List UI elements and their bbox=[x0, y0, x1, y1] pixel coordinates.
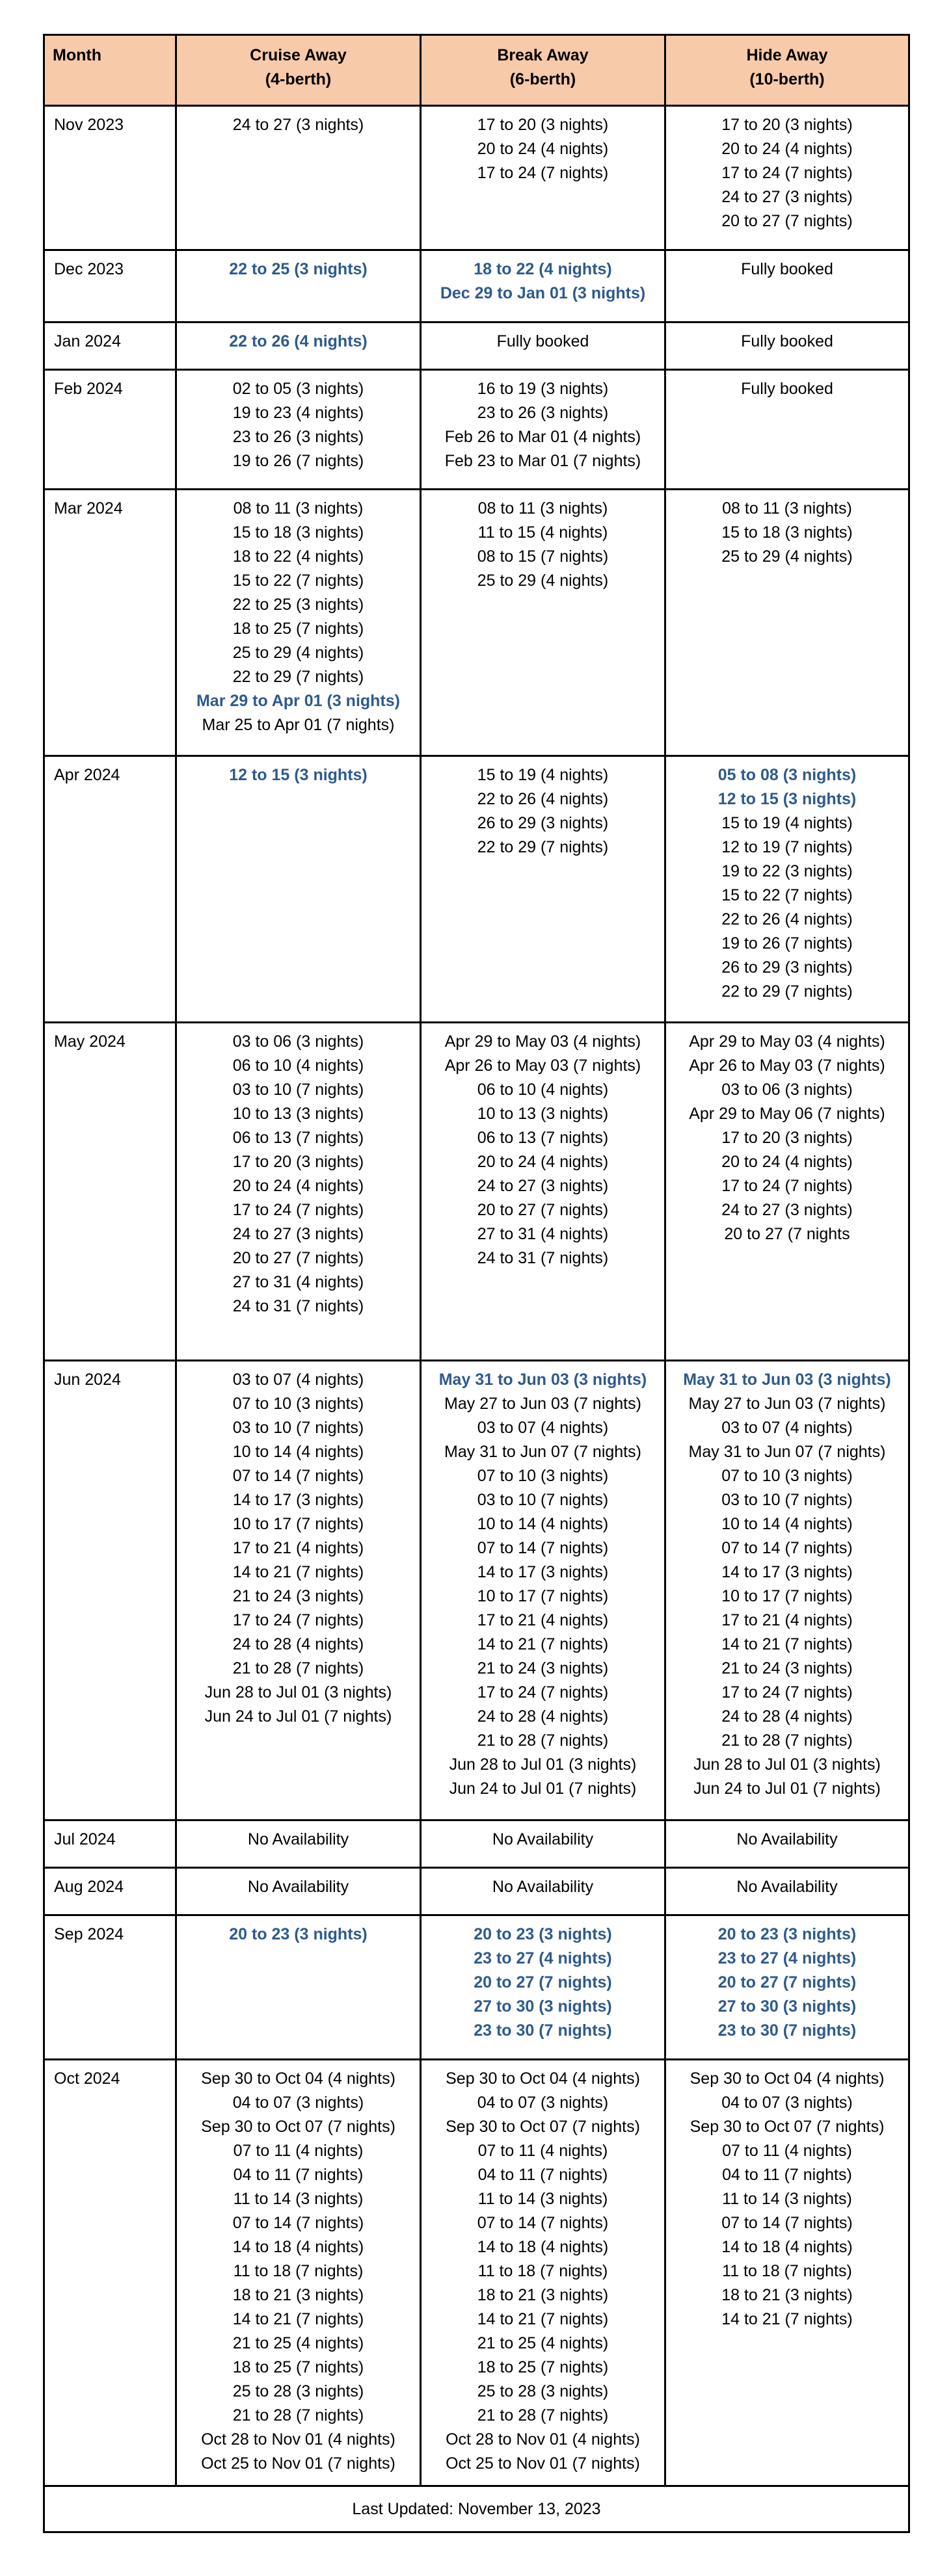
date-range: 15 to 22 (7 nights) bbox=[721, 886, 853, 904]
date-range: 10 to 13 (3 nights) bbox=[477, 1105, 609, 1123]
header-hide-berth: (10-berth) bbox=[749, 70, 825, 88]
date-range: 22 to 26 (4 nights) bbox=[721, 910, 853, 928]
date-range: May 27 to Jun 03 (7 nights) bbox=[688, 1395, 886, 1413]
date-range: 07 to 11 (4 nights) bbox=[233, 2142, 364, 2160]
date-range: 20 to 27 (7 nights bbox=[724, 1225, 850, 1243]
highlighted-date-range: 22 to 25 (3 nights) bbox=[229, 260, 368, 278]
date-range: 22 to 29 (7 nights) bbox=[721, 982, 853, 1001]
date-range: 20 to 27 (7 nights) bbox=[232, 1249, 364, 1267]
table-row bbox=[44, 2060, 909, 2486]
date-range: 11 to 15 (4 nights) bbox=[477, 523, 608, 542]
date-range: 22 to 29 (7 nights) bbox=[232, 668, 364, 686]
highlighted-date-range: 22 to 26 (4 nights) bbox=[229, 332, 368, 350]
date-range: 27 to 31 (4 nights) bbox=[232, 1273, 364, 1291]
date-range: 21 to 25 (4 nights) bbox=[477, 2334, 609, 2352]
date-range: No Availability bbox=[736, 1878, 838, 1896]
date-range: 20 to 27 (7 nights) bbox=[477, 1201, 609, 1219]
date-range: 21 to 28 (7 nights) bbox=[232, 2406, 364, 2425]
hide-away-cell bbox=[665, 322, 909, 370]
date-range: Sep 30 to Oct 04 (4 nights) bbox=[201, 2070, 395, 2088]
date-range: 04 to 07 (3 nights) bbox=[232, 2094, 364, 2112]
cruise-away-cell bbox=[176, 1023, 421, 1361]
date-range: 07 to 14 (7 nights) bbox=[477, 1539, 609, 1557]
date-range: 21 to 28 (7 nights) bbox=[477, 2406, 609, 2425]
break-away-cell bbox=[421, 370, 665, 490]
month-cell: Jul 2024 bbox=[44, 1820, 176, 1868]
date-range: 07 to 10 (3 nights) bbox=[232, 1395, 364, 1413]
availability-body bbox=[44, 106, 909, 2486]
date-range: 18 to 21 (3 nights) bbox=[232, 2286, 364, 2304]
table-row bbox=[44, 490, 909, 756]
date-range: 14 to 17 (3 nights) bbox=[721, 1563, 853, 1581]
date-range: 14 to 21 (7 nights) bbox=[232, 1563, 364, 1581]
date-range: 14 to 21 (7 nights) bbox=[721, 2310, 853, 2328]
date-range: No Availability bbox=[736, 1830, 838, 1848]
date-range: 02 to 05 (3 nights) bbox=[232, 380, 364, 398]
date-range: 15 to 19 (4 nights) bbox=[721, 814, 853, 832]
date-range: 07 to 11 (4 nights) bbox=[722, 2142, 852, 2160]
date-range: 15 to 18 (3 nights) bbox=[232, 523, 364, 542]
date-range: Jun 28 to Jul 01 (3 nights) bbox=[449, 1755, 637, 1774]
date-range: 20 to 24 (4 nights) bbox=[721, 140, 853, 158]
break-away-cell bbox=[421, 1820, 665, 1868]
month-cell: Jan 2024 bbox=[44, 322, 176, 370]
cruise-away-cell bbox=[176, 1361, 421, 1820]
date-range: 03 to 10 (7 nights) bbox=[232, 1081, 364, 1099]
date-range: 17 to 20 (3 nights) bbox=[721, 1129, 853, 1147]
break-away-cell bbox=[421, 756, 665, 1023]
date-range: 14 to 18 (4 nights) bbox=[232, 2238, 364, 2256]
break-away-cell bbox=[421, 1915, 665, 2060]
date-range: 07 to 10 (3 nights) bbox=[721, 1467, 853, 1485]
month-cell: Apr 2024 bbox=[44, 756, 176, 1023]
last-updated: Last Updated: November 13, 2023 bbox=[44, 2486, 909, 2532]
date-range: 08 to 11 (3 nights) bbox=[233, 499, 364, 518]
date-range: Apr 29 to May 03 (4 nights) bbox=[689, 1032, 885, 1051]
date-range: May 31 to Jun 07 (7 nights) bbox=[688, 1443, 886, 1461]
date-range: May 31 to Jun 07 (7 nights) bbox=[444, 1443, 641, 1461]
highlighted-date-range: Dec 29 to Jan 01 (3 nights) bbox=[440, 284, 646, 302]
month-cell: Nov 2023 bbox=[44, 106, 176, 250]
date-range: Oct 28 to Nov 01 (4 nights) bbox=[446, 2430, 640, 2449]
date-range: 17 to 24 (7 nights) bbox=[721, 1683, 853, 1702]
date-range: 08 to 11 (3 nights) bbox=[477, 499, 608, 518]
header-cruise-away bbox=[176, 35, 421, 106]
date-range: 17 to 24 (7 nights) bbox=[232, 1611, 364, 1629]
date-range: Oct 28 to Nov 01 (4 nights) bbox=[201, 2430, 395, 2449]
date-range: 07 to 10 (3 nights) bbox=[477, 1467, 609, 1485]
highlighted-date-range: May 31 to Jun 03 (3 nights) bbox=[438, 1371, 647, 1389]
date-range: May 27 to Jun 03 (7 nights) bbox=[444, 1395, 641, 1413]
date-range: 03 to 10 (7 nights) bbox=[721, 1491, 853, 1509]
date-range: 20 to 24 (4 nights) bbox=[232, 1177, 364, 1195]
highlighted-date-range: 27 to 30 (3 nights) bbox=[474, 1997, 612, 2016]
date-range: 24 to 27 (3 nights) bbox=[232, 1225, 364, 1243]
hide-away-cell bbox=[665, 2060, 909, 2486]
availability-table bbox=[43, 34, 910, 2533]
date-range: 17 to 24 (7 nights) bbox=[232, 1201, 364, 1219]
date-range: 26 to 29 (3 nights) bbox=[477, 814, 609, 832]
date-range: 10 to 17 (7 nights) bbox=[721, 1587, 853, 1605]
month-cell: Dec 2023 bbox=[44, 250, 176, 322]
date-range: 17 to 20 (3 nights) bbox=[232, 1153, 364, 1171]
date-range: 11 to 14 (3 nights) bbox=[233, 2190, 364, 2208]
date-range: Sep 30 to Oct 04 (4 nights) bbox=[690, 2070, 885, 2088]
date-range: 20 to 24 (4 nights) bbox=[721, 1153, 853, 1171]
table-row bbox=[44, 370, 909, 490]
date-range: Apr 26 to May 03 (7 nights) bbox=[444, 1057, 641, 1075]
hide-away-cell bbox=[665, 490, 909, 756]
date-range: 14 to 18 (4 nights) bbox=[477, 2238, 609, 2256]
hide-away-cell bbox=[665, 1915, 909, 2060]
date-range: 03 to 10 (7 nights) bbox=[477, 1491, 609, 1509]
header-hide-away bbox=[665, 35, 909, 106]
month-cell: Sep 2024 bbox=[44, 1915, 176, 2060]
date-range: 18 to 21 (3 nights) bbox=[477, 2286, 609, 2304]
header-cruise-name: Cruise Away bbox=[250, 46, 347, 64]
date-range: Feb 26 to Mar 01 (4 nights) bbox=[444, 428, 641, 446]
hide-away-cell bbox=[665, 1820, 909, 1868]
date-range: 21 to 24 (3 nights) bbox=[232, 1587, 364, 1605]
header-break-name: Break Away bbox=[497, 46, 589, 64]
hide-away-cell bbox=[665, 370, 909, 490]
date-range: 12 to 19 (7 nights) bbox=[721, 838, 853, 856]
date-range: 21 to 24 (3 nights) bbox=[477, 1659, 609, 1677]
date-range: 24 to 28 (4 nights) bbox=[477, 1707, 609, 1726]
highlighted-date-range: 27 to 30 (3 nights) bbox=[717, 1997, 857, 2016]
date-range: 17 to 24 (7 nights) bbox=[721, 1177, 853, 1195]
header-hide-name: Hide Away bbox=[746, 46, 828, 64]
date-range: 14 to 21 (7 nights) bbox=[232, 2310, 364, 2328]
date-range: 14 to 17 (3 nights) bbox=[477, 1563, 609, 1581]
date-range: 24 to 27 (3 nights) bbox=[721, 188, 853, 206]
date-range: 21 to 28 (7 nights) bbox=[477, 1731, 609, 1750]
date-range: No Availability bbox=[492, 1878, 594, 1896]
date-range: 03 to 07 (4 nights) bbox=[232, 1371, 364, 1389]
cruise-away-cell bbox=[176, 490, 421, 756]
date-range: 10 to 17 (7 nights) bbox=[477, 1587, 609, 1605]
header-break-away bbox=[421, 35, 665, 106]
date-range: 06 to 10 (4 nights) bbox=[232, 1057, 364, 1075]
date-range: 03 to 06 (3 nights) bbox=[721, 1081, 853, 1099]
cruise-away-cell bbox=[176, 1915, 421, 2060]
header-cruise-berth: (4-berth) bbox=[265, 70, 332, 88]
table-row bbox=[44, 250, 909, 322]
date-range: 14 to 21 (7 nights) bbox=[721, 1635, 853, 1653]
date-range: 17 to 20 (3 nights) bbox=[721, 116, 853, 134]
date-range: Mar 25 to Apr 01 (7 nights) bbox=[202, 716, 395, 734]
cruise-away-cell bbox=[176, 2060, 421, 2486]
table-row bbox=[44, 1023, 909, 1361]
date-range: 17 to 24 (7 nights) bbox=[477, 164, 609, 182]
date-range: 18 to 25 (7 nights) bbox=[232, 2358, 364, 2376]
date-range: 15 to 22 (7 nights) bbox=[232, 572, 364, 590]
date-range: 20 to 27 (7 nights) bbox=[721, 212, 853, 230]
date-range: 23 to 26 (3 nights) bbox=[477, 404, 609, 422]
date-range: 25 to 29 (4 nights) bbox=[721, 547, 853, 566]
header-break-berth: (6-berth) bbox=[509, 70, 576, 88]
month-cell: Feb 2024 bbox=[44, 370, 176, 490]
cruise-away-cell bbox=[176, 250, 421, 322]
date-range: Apr 29 to May 06 (7 nights) bbox=[689, 1105, 885, 1123]
date-range: 11 to 18 (7 nights) bbox=[477, 2262, 608, 2280]
date-range: 03 to 10 (7 nights) bbox=[232, 1419, 364, 1437]
table-row bbox=[44, 756, 909, 1023]
date-range: 07 to 14 (7 nights) bbox=[721, 2214, 853, 2232]
date-range: 23 to 26 (3 nights) bbox=[232, 428, 364, 446]
date-range: 19 to 26 (7 nights) bbox=[232, 452, 364, 470]
date-range: No Availability bbox=[492, 1830, 594, 1848]
date-range: 17 to 24 (7 nights) bbox=[721, 164, 853, 182]
date-range: 21 to 28 (7 nights) bbox=[721, 1731, 853, 1750]
date-range: 24 to 28 (4 nights) bbox=[721, 1707, 853, 1726]
date-range: 21 to 24 (3 nights) bbox=[721, 1659, 853, 1677]
date-range: Fully booked bbox=[741, 332, 833, 350]
hide-away-cell bbox=[665, 1023, 909, 1361]
header-month-label: Month bbox=[53, 46, 101, 64]
date-range: 24 to 28 (4 nights) bbox=[232, 1635, 364, 1653]
date-range: 22 to 25 (3 nights) bbox=[232, 596, 364, 614]
month-cell: Jun 2024 bbox=[44, 1361, 176, 1820]
table-row bbox=[44, 106, 909, 250]
date-range: 10 to 14 (4 nights) bbox=[232, 1443, 364, 1461]
date-range: 27 to 31 (4 nights) bbox=[477, 1225, 609, 1243]
header-month bbox=[44, 35, 176, 106]
date-range: 21 to 28 (7 nights) bbox=[232, 1659, 364, 1677]
hide-away-cell bbox=[665, 250, 909, 322]
highlighted-date-range: 23 to 27 (4 nights) bbox=[717, 1949, 857, 1967]
date-range: 25 to 29 (4 nights) bbox=[477, 572, 609, 590]
date-range: 04 to 11 (7 nights) bbox=[233, 2166, 364, 2184]
date-range: 17 to 21 (4 nights) bbox=[721, 1611, 853, 1629]
date-range: Fully booked bbox=[496, 332, 589, 350]
date-range: 14 to 18 (4 nights) bbox=[721, 2238, 853, 2256]
date-range: 03 to 06 (3 nights) bbox=[232, 1032, 364, 1051]
date-range: 10 to 13 (3 nights) bbox=[232, 1105, 364, 1123]
date-range: 04 to 07 (3 nights) bbox=[477, 2094, 609, 2112]
date-range: 15 to 18 (3 nights) bbox=[721, 523, 853, 542]
date-range: 08 to 15 (7 nights) bbox=[477, 547, 609, 566]
date-range: Fully booked bbox=[741, 380, 833, 398]
date-range: 17 to 24 (7 nights) bbox=[477, 1683, 609, 1702]
date-range: 03 to 07 (4 nights) bbox=[477, 1419, 609, 1437]
footer-row bbox=[44, 2486, 909, 2532]
date-range: 19 to 26 (7 nights) bbox=[721, 934, 853, 953]
date-range: Jun 24 to Jul 01 (7 nights) bbox=[204, 1707, 392, 1726]
cruise-away-cell bbox=[176, 322, 421, 370]
cruise-away-cell bbox=[176, 1820, 421, 1868]
date-range: 11 to 18 (7 nights) bbox=[233, 2262, 364, 2280]
date-range: No Availability bbox=[247, 1830, 349, 1848]
date-range: 04 to 11 (7 nights) bbox=[722, 2166, 852, 2184]
table-row bbox=[44, 1820, 909, 1868]
date-range: 24 to 31 (7 nights) bbox=[477, 1249, 609, 1267]
date-range: No Availability bbox=[247, 1878, 349, 1896]
highlighted-date-range: 20 to 27 (7 nights) bbox=[717, 1973, 857, 1991]
header-row bbox=[44, 35, 909, 106]
date-range: 10 to 14 (4 nights) bbox=[477, 1515, 609, 1533]
month-cell: Oct 2024 bbox=[44, 2060, 176, 2486]
date-range: 19 to 23 (4 nights) bbox=[232, 404, 364, 422]
date-range: 14 to 21 (7 nights) bbox=[477, 2310, 609, 2328]
break-away-cell bbox=[421, 322, 665, 370]
date-range: 04 to 07 (3 nights) bbox=[721, 2094, 853, 2112]
break-away-cell bbox=[421, 490, 665, 756]
cruise-away-cell bbox=[176, 370, 421, 490]
date-range: Jun 28 to Jul 01 (3 nights) bbox=[204, 1683, 392, 1702]
date-range: 06 to 13 (7 nights) bbox=[477, 1129, 609, 1147]
highlighted-date-range: 20 to 23 (3 nights) bbox=[229, 1925, 368, 1943]
hide-away-cell bbox=[665, 756, 909, 1023]
date-range: 17 to 20 (3 nights) bbox=[477, 116, 609, 134]
highlighted-date-range: 20 to 27 (7 nights) bbox=[474, 1973, 612, 1991]
date-range: 17 to 21 (4 nights) bbox=[477, 1611, 609, 1629]
date-range: 10 to 14 (4 nights) bbox=[721, 1515, 853, 1533]
hide-away-cell bbox=[665, 1361, 909, 1820]
date-range: 24 to 27 (3 nights) bbox=[477, 1177, 609, 1195]
highlighted-date-range: 05 to 08 (3 nights) bbox=[717, 766, 857, 784]
date-range: 08 to 11 (3 nights) bbox=[722, 499, 852, 518]
date-range: Fully booked bbox=[741, 260, 833, 278]
date-range: 07 to 14 (7 nights) bbox=[477, 2214, 609, 2232]
date-range: 07 to 14 (7 nights) bbox=[721, 1539, 853, 1557]
date-range: 11 to 14 (3 nights) bbox=[722, 2190, 852, 2208]
date-range: 26 to 29 (3 nights) bbox=[721, 958, 853, 977]
month-cell: Aug 2024 bbox=[44, 1868, 176, 1915]
break-away-cell bbox=[421, 2060, 665, 2486]
date-range: 16 to 19 (3 nights) bbox=[477, 380, 609, 398]
hide-away-cell bbox=[665, 106, 909, 250]
date-range: 20 to 24 (4 nights) bbox=[477, 140, 609, 158]
date-range: 14 to 21 (7 nights) bbox=[477, 1635, 609, 1653]
cruise-away-cell bbox=[176, 756, 421, 1023]
date-range: 18 to 25 (7 nights) bbox=[477, 2358, 609, 2376]
date-range: Jun 24 to Jul 01 (7 nights) bbox=[693, 1780, 881, 1798]
break-away-cell bbox=[421, 250, 665, 322]
date-range: Sep 30 to Oct 04 (4 nights) bbox=[446, 2070, 640, 2088]
date-range: 11 to 18 (7 nights) bbox=[722, 2262, 852, 2280]
highlighted-date-range: 20 to 23 (3 nights) bbox=[717, 1925, 857, 1943]
date-range: 14 to 17 (3 nights) bbox=[232, 1491, 364, 1509]
date-range: Oct 25 to Nov 01 (7 nights) bbox=[201, 2454, 395, 2473]
highlighted-date-range: 12 to 15 (3 nights) bbox=[717, 790, 857, 808]
date-range: 10 to 17 (7 nights) bbox=[232, 1515, 364, 1533]
date-range: 19 to 22 (3 nights) bbox=[721, 862, 853, 880]
date-range: 24 to 27 (3 nights) bbox=[232, 116, 364, 134]
date-range: 07 to 11 (4 nights) bbox=[477, 2142, 608, 2160]
table-row bbox=[44, 322, 909, 370]
date-range: 04 to 11 (7 nights) bbox=[477, 2166, 608, 2184]
date-range: 18 to 22 (4 nights) bbox=[232, 547, 364, 566]
highlighted-date-range: Mar 29 to Apr 01 (3 nights) bbox=[196, 692, 400, 710]
highlighted-date-range: 18 to 22 (4 nights) bbox=[474, 260, 612, 278]
date-range: 25 to 29 (4 nights) bbox=[232, 644, 364, 662]
highlighted-date-range: 23 to 30 (7 nights) bbox=[474, 2021, 612, 2040]
date-range: 18 to 25 (7 nights) bbox=[232, 620, 364, 638]
date-range: 06 to 10 (4 nights) bbox=[477, 1081, 609, 1099]
cruise-away-cell bbox=[176, 106, 421, 250]
date-range: 17 to 21 (4 nights) bbox=[232, 1539, 364, 1557]
date-range: 15 to 19 (4 nights) bbox=[477, 766, 609, 784]
break-away-cell bbox=[421, 1023, 665, 1361]
date-range: 25 to 28 (3 nights) bbox=[477, 2382, 609, 2400]
date-range: 18 to 21 (3 nights) bbox=[721, 2286, 853, 2304]
date-range: 07 to 14 (7 nights) bbox=[232, 2214, 364, 2232]
date-range: Sep 30 to Oct 07 (7 nights) bbox=[201, 2118, 395, 2136]
date-range: 20 to 24 (4 nights) bbox=[477, 1153, 609, 1171]
date-range: Oct 25 to Nov 01 (7 nights) bbox=[446, 2454, 640, 2473]
date-range: Sep 30 to Oct 07 (7 nights) bbox=[690, 2118, 885, 2136]
date-range: Apr 26 to May 03 (7 nights) bbox=[689, 1057, 885, 1075]
date-range: Jun 24 to Jul 01 (7 nights) bbox=[449, 1780, 637, 1798]
break-away-cell bbox=[421, 1361, 665, 1820]
date-range: 21 to 25 (4 nights) bbox=[232, 2334, 364, 2352]
highlighted-date-range: 12 to 15 (3 nights) bbox=[229, 766, 368, 784]
break-away-cell bbox=[421, 106, 665, 250]
table-row bbox=[44, 1915, 909, 2060]
date-range: Jun 28 to Jul 01 (3 nights) bbox=[693, 1755, 881, 1774]
table-row bbox=[44, 1361, 909, 1820]
highlighted-date-range: 23 to 30 (7 nights) bbox=[717, 2021, 857, 2040]
date-range: 07 to 14 (7 nights) bbox=[232, 1467, 364, 1485]
break-away-cell bbox=[421, 1868, 665, 1915]
date-range: 24 to 27 (3 nights) bbox=[721, 1201, 853, 1219]
month-cell: May 2024 bbox=[44, 1023, 176, 1361]
date-range: Apr 29 to May 03 (4 nights) bbox=[444, 1032, 641, 1051]
cruise-away-cell bbox=[176, 1868, 421, 1915]
date-range: Feb 23 to Mar 01 (7 nights) bbox=[444, 452, 641, 470]
month-cell: Mar 2024 bbox=[44, 490, 176, 756]
date-range: 11 to 14 (3 nights) bbox=[477, 2190, 608, 2208]
date-range: 24 to 31 (7 nights) bbox=[232, 1297, 364, 1315]
date-range: Sep 30 to Oct 07 (7 nights) bbox=[446, 2118, 640, 2136]
date-range: 22 to 29 (7 nights) bbox=[477, 838, 609, 856]
highlighted-date-range: 20 to 23 (3 nights) bbox=[474, 1925, 612, 1943]
date-range: 22 to 26 (4 nights) bbox=[477, 790, 609, 808]
highlighted-date-range: May 31 to Jun 03 (3 nights) bbox=[683, 1371, 891, 1389]
highlighted-date-range: 23 to 27 (4 nights) bbox=[474, 1949, 612, 1967]
date-range: 25 to 28 (3 nights) bbox=[232, 2382, 364, 2400]
hide-away-cell bbox=[665, 1868, 909, 1915]
date-range: 06 to 13 (7 nights) bbox=[232, 1129, 364, 1147]
table-row bbox=[44, 1868, 909, 1915]
date-range: 03 to 07 (4 nights) bbox=[721, 1419, 853, 1437]
